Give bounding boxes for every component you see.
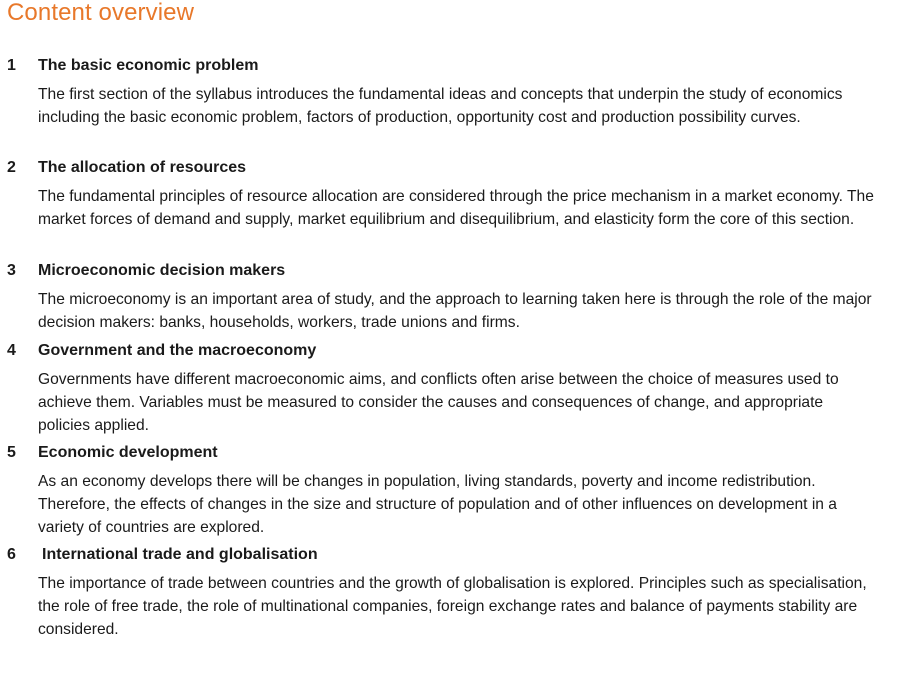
section-body: Governments have different macroeconomic aims, and conflicts often arise between the choice of measures used to achieve them. Variables must be measured to consider the causes and consequences of change, and appropriate policies applied. [38, 371, 839, 434]
section-heading: The basic economic problem [38, 57, 259, 74]
section-number: 4 [7, 342, 16, 359]
section-body: The fundamental principles of resource allocation are considered through the price mechanism in a market economy. The market forces of demand and supply, market equilibrium and disequilibrium, and elasticity form the core of this section. [38, 188, 874, 228]
section-body: The importance of trade between countries and the growth of globalisation is explored. Principles such as specialisation, the role of free trade, the role of multinational companies, foreign exchange rates and balance of payments stability are considered. [38, 575, 867, 638]
section-heading: Government and the macroeconomy [38, 342, 317, 359]
section-heading: International trade and globalisation [42, 546, 318, 563]
section-body: As an economy develops there will be changes in population, living standards, poverty and income redistribution. Therefore, the effects of changes in the size and structure of population and of other influences on development in a variety of countries are explored. [38, 473, 837, 536]
section-number: 5 [7, 444, 16, 461]
section-number: 1 [7, 57, 16, 74]
section-heading: Microeconomic decision makers [38, 262, 286, 279]
section-body: The microeconomy is an important area of study, and the approach to learning taken here is through the role of the major decision makers: banks, households, workers, trade unions and firms. [38, 291, 872, 331]
section-number: 6 [7, 546, 16, 563]
section-number: 2 [7, 159, 16, 176]
section-body: The first section of the syllabus introduces the fundamental ideas and concepts that underpin the study of economics including the basic economic problem, factors of production, opportunity cost and production possibility curves. [38, 86, 843, 126]
page-title: Content overview [7, 0, 195, 26]
section-heading: The allocation of resources [38, 159, 247, 176]
section-heading: Economic development [38, 444, 218, 461]
section-number: 3 [7, 262, 16, 279]
